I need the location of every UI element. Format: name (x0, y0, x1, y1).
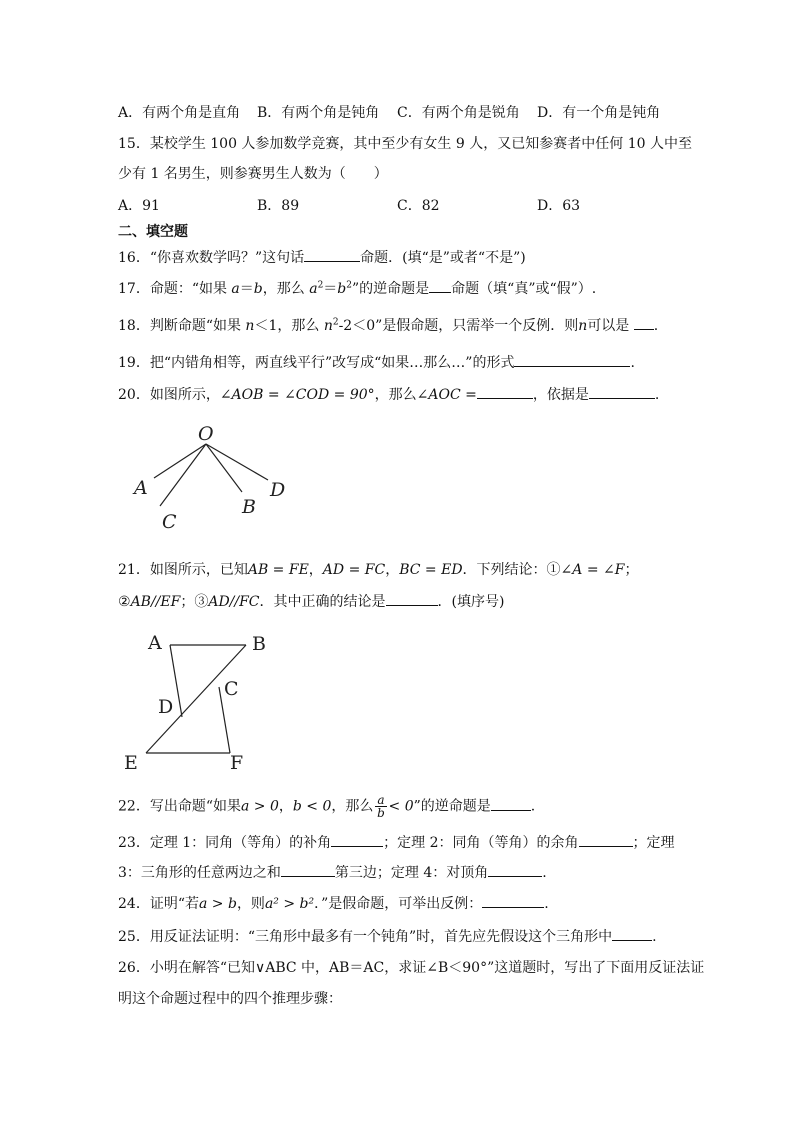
q18-text-post: 可以是 (587, 318, 630, 334)
q21-circle-2: ② (118, 594, 131, 610)
q16 (118, 247, 526, 268)
q22-text-mid: ，那么 (331, 798, 374, 815)
q26-line2: 明这个命题过程中的四个推理步骤： (118, 991, 342, 1007)
q24-text-post: ．”是假命题，可举出反例： (314, 896, 483, 912)
q16-text-pre: 16．“你喜欢数学吗？”这句话 (118, 250, 305, 266)
label-o: O (198, 423, 214, 445)
q21-math1: AB = FE (247, 562, 309, 578)
q14-option-d: D．有一个角是钝角 (537, 105, 661, 121)
q14-option-b: B．有两个角是钝角 (257, 105, 380, 121)
q15-option-b: B．89 (257, 198, 300, 214)
q21-math4: ∠A = ∠F (560, 562, 625, 578)
q25 (118, 926, 657, 947)
q18-text-mid1: ＜1，那么 (254, 318, 324, 334)
q24-math1: a > b (198, 896, 237, 912)
q18-var-n3: n (578, 318, 588, 334)
q22-math1: a > 0 (240, 798, 279, 815)
q21-math6: AD//FC (208, 594, 260, 610)
q18-blank[interactable] (634, 315, 654, 330)
q23-text-c: ；定理 (632, 835, 675, 851)
q22-text-pre: 22．写出命题“如果 (118, 798, 241, 815)
q21-math3: BC = ED (399, 562, 463, 578)
q14-option-a: A．有两个角是直角 (118, 105, 241, 121)
q22-fraction-den: b (377, 806, 385, 820)
q20-end: . (654, 387, 660, 403)
q23-blank-2[interactable] (579, 832, 633, 847)
q20-blank-1[interactable] (477, 384, 533, 399)
q17-text-post1: ”的逆命题是 (352, 281, 430, 297)
q23-text-e: 第三边；定理 4：对顶角 (334, 865, 489, 881)
label-b: B (252, 633, 266, 655)
q20 (118, 384, 659, 405)
q23-text-d: 3：三角形的任意两边之和 (118, 865, 281, 881)
q17-var-a2: a (309, 281, 318, 297)
q23-line1 (118, 832, 675, 853)
section-title: 二、填空题 (118, 224, 188, 240)
q24-blank[interactable] (482, 893, 544, 908)
q15-option-d: D．63 (537, 198, 581, 214)
q18-text-mid2: -2＜0”是假命题，只需举一个反例．则 (338, 318, 579, 334)
q19-blank[interactable] (514, 352, 630, 367)
q14-option-c: C．有两个角是锐角 (397, 105, 520, 121)
q22-comma: ， (278, 798, 293, 815)
q19-text-pre: 19．把“内错角相等，两直线平行”改写成“如果…那么…”的形式 (118, 355, 515, 371)
q21-text-pre: 21．如图所示，已知 (118, 562, 248, 578)
q21-math2: AD = FC (322, 562, 386, 578)
q20-text-pre: 20．如图所示， (118, 387, 220, 403)
q20-text-mid2: ，依据是 (532, 387, 589, 403)
q17-text-mid: ，那么 (262, 281, 310, 297)
q21-text-mid: ．下列结论：① (462, 562, 561, 578)
q17-blank[interactable] (429, 278, 451, 293)
q25-blank[interactable] (612, 926, 652, 941)
q15-line1: 15．某校学生 100 人参加数学竞赛，其中至少有女生 9 人，又已知参赛者中任何 10 人中至 (118, 136, 692, 152)
q17-text-post2: 命题（填“真”或“假”）. (451, 281, 597, 297)
q22-math2: b < 0 (292, 798, 332, 815)
q24-math2: a² > b² (264, 896, 315, 912)
q17: 17．命题：“如果 a＝b，那么 $a^2=b^2$”的逆命题是 命题（填“真”或“假”）. (118, 278, 596, 299)
label-d: D (270, 479, 286, 501)
q22-text-post: ”的逆命题是 (413, 798, 491, 815)
q18-end: . (653, 318, 659, 334)
q23-text-b: ；定理 2：同角（等角）的余角 (383, 835, 579, 851)
q20-blank-2[interactable] (589, 384, 655, 399)
q26-line1: 26．小明在解答“已知∨ABC 中，AB＝AC，求证∠B＜90°”这道题时，写出了下面用反证法证 (118, 960, 705, 976)
q22-fraction-num: a (377, 793, 385, 807)
q23-end: . (542, 865, 547, 881)
q24-end: . (544, 896, 549, 912)
label-e: E (124, 752, 138, 774)
ray-oa (154, 444, 206, 478)
q23-blank-4[interactable] (488, 862, 542, 877)
q18-var-n2: n (323, 318, 333, 334)
ray-ob (206, 444, 242, 492)
q23-line2 (118, 862, 547, 883)
q17-var-a: a (231, 281, 240, 297)
label-d: D (158, 696, 174, 718)
q21-text-end2: ．(填序号) (437, 594, 505, 610)
label-f: F (230, 752, 244, 774)
q21-text-mid2: ．其中正确的结论是 (259, 594, 386, 610)
label-a: A (134, 477, 148, 499)
q24 (118, 893, 549, 914)
ray-oc (160, 444, 206, 506)
q19-end: . (630, 355, 635, 371)
label-a: A (148, 632, 162, 654)
q15-option-a: A．91 (118, 198, 160, 214)
q18-text-pre: 18．判断命题“如果 (118, 318, 246, 334)
q15-line2: 少有 1 名男生，则参赛男生人数为（ ） (118, 166, 388, 182)
q24-text-pre: 24．证明“若 (118, 896, 199, 912)
q25-text-pre: 25．用反证法证明：“三角形中最多有一个钝角”时，首先应先假设这个三角形中 (118, 929, 613, 945)
q19 (118, 352, 635, 373)
q21-line1: 21．如图所示，已知AB = FE，AD = FC，BC = ED．下列结论：①∠A = ∠F； (118, 562, 639, 578)
q17-eq1: ＝ (239, 281, 254, 297)
q23-blank-1[interactable] (331, 832, 383, 847)
label-b: B (242, 496, 256, 518)
q23-blank-3[interactable] (281, 862, 335, 877)
q18-var-n1: n (245, 318, 255, 334)
label-c: C (162, 511, 177, 533)
figure-20 (130, 420, 300, 540)
figure-21 (120, 625, 280, 775)
q15-option-c: C．82 (397, 198, 440, 214)
q16-text-post: 命题．(填“是”或者“不是”) (360, 250, 526, 266)
q25-end: . (652, 929, 657, 945)
q21-blank[interactable] (386, 591, 438, 606)
q20-math1: ∠AOB = ∠COD = 90° (219, 387, 375, 403)
q17-text-pre: 17．命题：“如果 (118, 281, 232, 297)
q22 (118, 794, 535, 819)
q21-text-end: ； (624, 562, 639, 578)
q17-eq2: ＝ (323, 281, 338, 297)
q21-math5: AB//EF (130, 594, 181, 610)
q20-math2: ∠AOC = (416, 387, 477, 403)
q22-end: . (530, 798, 536, 815)
q21-circle-3: ；③ (180, 594, 209, 610)
q22-math3: < 0 (388, 798, 414, 815)
q16-blank[interactable] (304, 247, 360, 262)
q18: 18．判断命题“如果 n＜1，那么 $n^2-2<0$”是假命题，只需举一个反例．则n可以是 . (118, 315, 658, 336)
ray-od (206, 444, 268, 480)
q24-text-mid: ，则 (236, 896, 265, 912)
q22-blank[interactable] (491, 796, 531, 811)
q22-fraction (375, 794, 386, 819)
label-c: C (224, 678, 239, 700)
q17-var-b: b (253, 281, 263, 297)
q21-line2 (118, 591, 504, 612)
q20-text-mid: ，那么 (374, 387, 417, 403)
q17-var-b2: b (337, 281, 347, 297)
q23-text-a: 23．定理 1：同角（等角）的补角 (118, 835, 332, 851)
